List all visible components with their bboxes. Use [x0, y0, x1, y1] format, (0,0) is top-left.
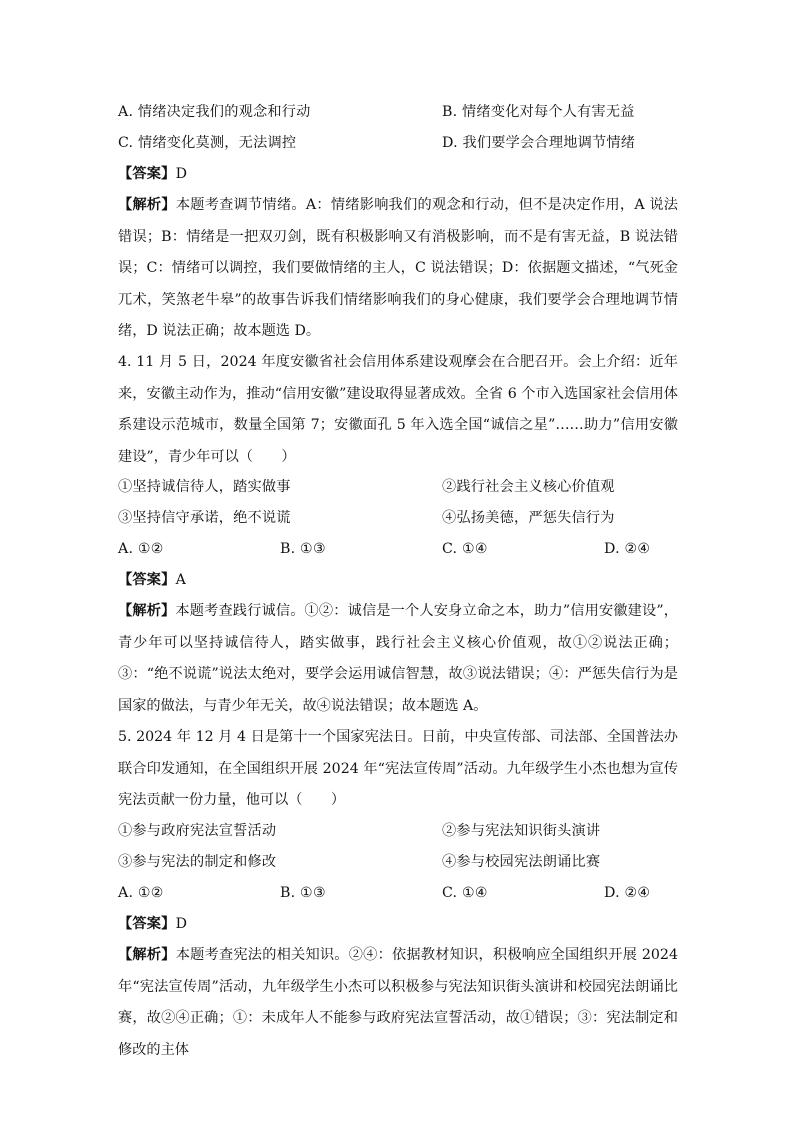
answer-label: 【答案】: [118, 572, 176, 588]
answer-value: D: [175, 916, 188, 932]
q5-item-1: ①参与政府宪法宣誓活动: [118, 823, 277, 839]
analysis-text: 本题考查宪法的相关知识。②④：依据教材知识，积极响应全国组织开展 2024 年“宪法宣传周”活动，九年级学生小杰可以积极参与宪法知识街头演讲和校园宪法朗诵比赛，故②④正确；①：未成年人不能参与政府宪法宣誓活动，故①错误；③：宪法制定和修改的主体: [118, 947, 678, 1058]
answer-value: A: [175, 572, 187, 588]
q5-answer: [118, 914, 187, 934]
q5-analysis: [118, 940, 678, 1066]
analysis-label: 【解析】: [118, 947, 176, 963]
analysis-label: 【解析】: [118, 197, 176, 213]
q4-item-2: ②践行社会主义核心价值观: [442, 479, 615, 495]
q4-option-c: C. ①④: [442, 541, 488, 557]
answer-value: D: [175, 166, 188, 182]
q4-item-3: ③坚持信守承诺，绝不说谎: [118, 510, 291, 526]
q5-stem: 5. 2024 年 12 月 4 日是第十一个国家宪法日。日前，中央宣传部、司法部、全国普法办联合印发通知，在全国组织开展 2024 年“宪法宣传周”活动。九年级学生小杰也想为宣传宪法贡献一份力量，他可以（ ）: [118, 729, 678, 808]
q4-stem: 4. 11 月 5 日，2024 年度安徽省社会信用体系建设观摩会在合肥召开。会上介绍：近年来，安徽主动作为，推动“信用安徽”建设取得显著成效。全省 6 个市入选国家社会信用体系建设示范城市，数量全国第 7；安徽面孔 5 年入选全国“诚信之星”……助力”信用安徽建设”，青少年可以（ ）: [118, 354, 678, 465]
q4-option-d: D. ②④: [604, 541, 651, 557]
q5-item-4: ④参与校园宪法朗诵比赛: [442, 854, 601, 870]
q5-item-3: ③参与宪法的制定和修改: [118, 854, 277, 870]
q5-option-b: B. ①③: [280, 885, 326, 901]
q3-analysis: [118, 190, 678, 348]
analysis-text: 本题考查践行诚信。①②：诚信是一个人安身立命之本，助力”信用安徽建设”，青少年可以坚持诚信待人，踏实做事，践行社会主义核心价值观，故①②说法正确；③：“绝不说谎”说法太绝对，要学会运用诚信智慧，故③说法错误；④：严惩失信行为是国家的做法，与青少年无关，故④说法错误；故本题选 A。: [118, 603, 678, 714]
q3-option-c: C. 情绪变化莫测，无法调控: [118, 135, 297, 151]
q4-answer: [118, 570, 186, 590]
q3-option-d: D. 我们要学会合理地调节情绪: [442, 135, 636, 151]
q3-answer: [118, 164, 187, 184]
answer-label: 【答案】: [118, 166, 176, 182]
analysis-label: 【解析】: [118, 603, 176, 619]
q5-option-a: A. ①②: [118, 885, 164, 901]
q3-option-a: A. 情绪决定我们的观念和行动: [118, 104, 311, 120]
q4-option-a: A. ①②: [118, 541, 164, 557]
q4-item-4: ④弘扬美德，严惩失信行为: [442, 510, 615, 526]
q3-option-b: B. 情绪变化对每个人有害无益: [442, 104, 635, 120]
analysis-text: 本题考查调节情绪。A：情绪影响我们的观念和行动，但不是决定作用，A 说法错误；B：情绪是一把双刃剑，既有积极影响又有消极影响，而不是有害无益，B 说法错误；C：情绪可以调控，我们要做情绪的主人，C 说法错误；D：依据题文描述，“气死金兀术，笑煞老牛皋”的故事告诉我们情绪影响我们的身心健康，我们要学会合理地调节情绪，D 说法正确；故本题选 D。: [118, 197, 678, 339]
q5-option-d: D. ②④: [604, 885, 651, 901]
q5-item-2: ②参与宪法知识街头演讲: [442, 823, 601, 839]
q4-analysis: [118, 596, 678, 722]
q4-option-b: B. ①③: [280, 541, 326, 557]
q5-option-c: C. ①④: [442, 885, 488, 901]
answer-label: 【答案】: [118, 916, 176, 932]
q4-item-1: ①坚持诚信待人，踏实做事: [118, 479, 291, 495]
